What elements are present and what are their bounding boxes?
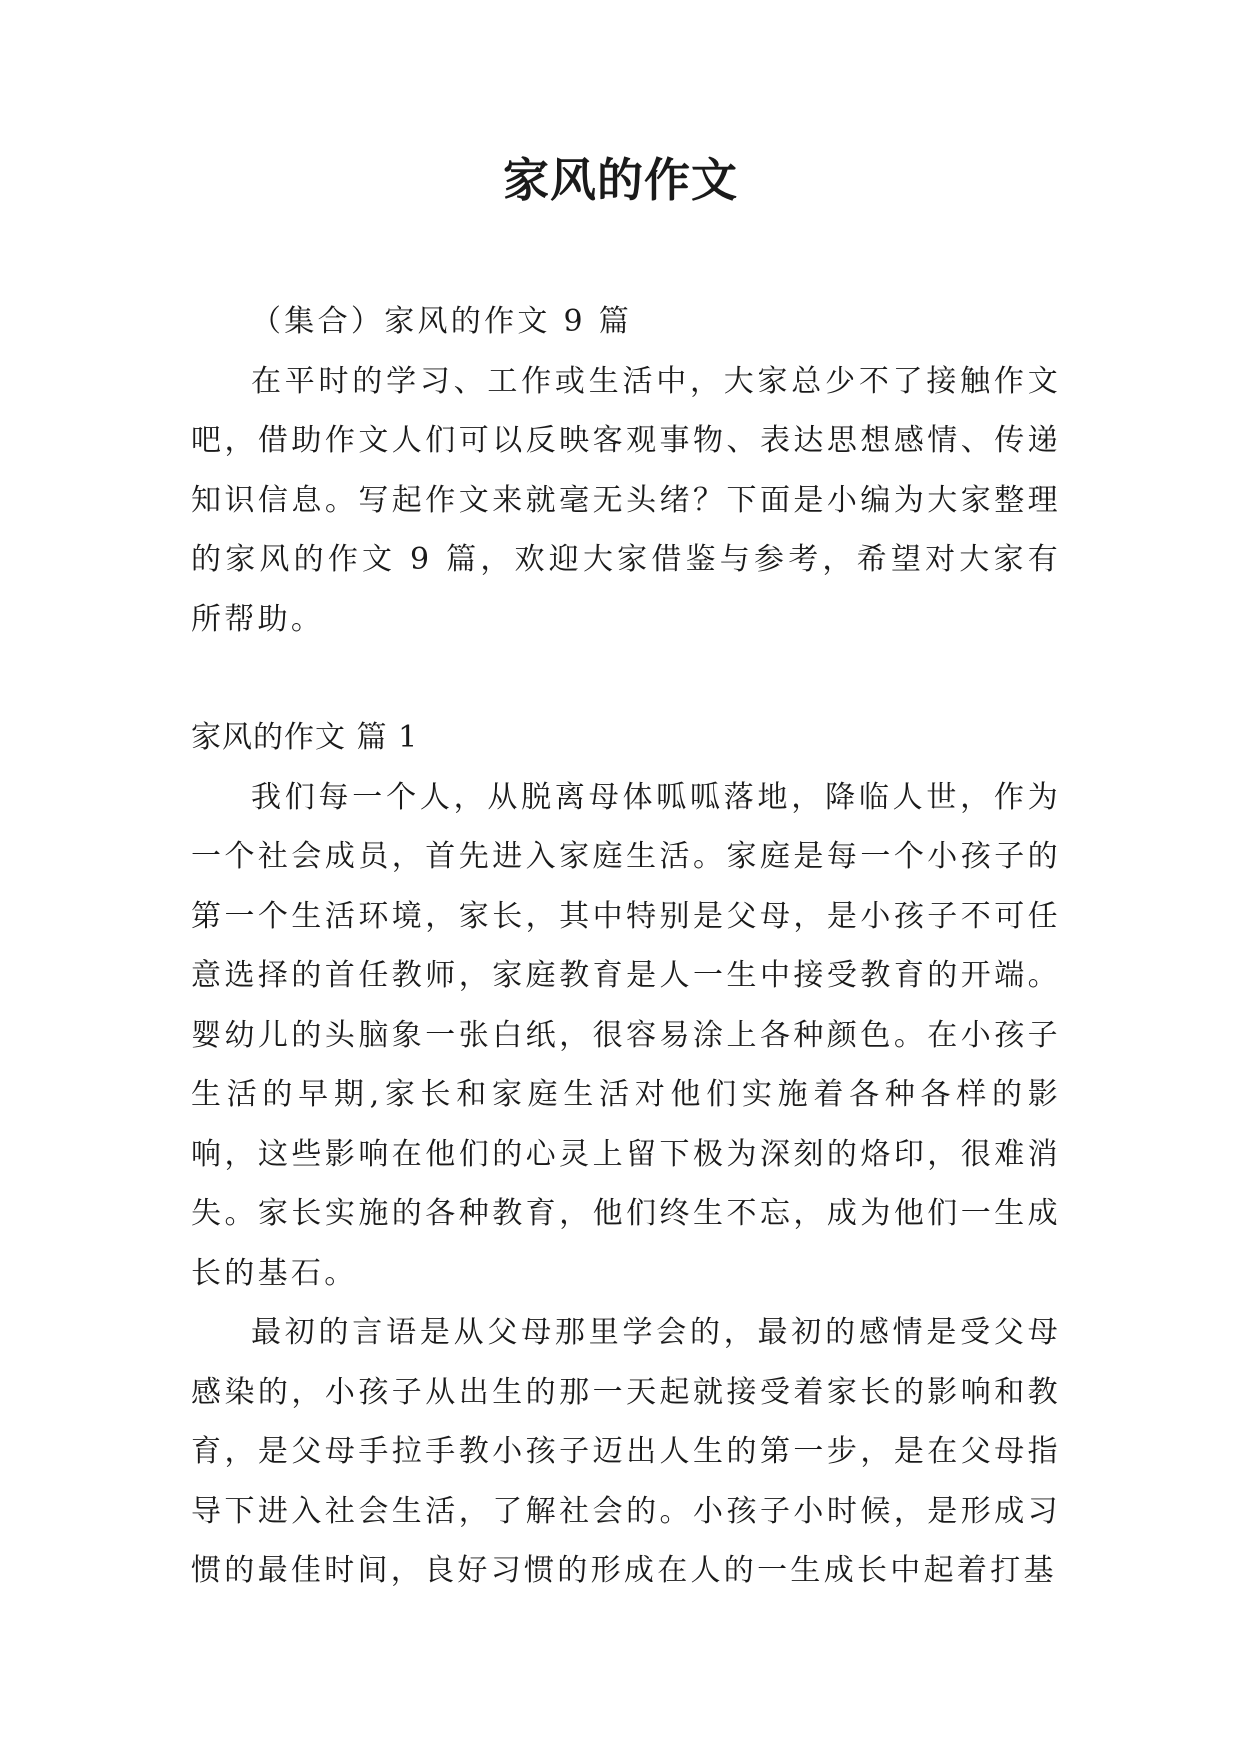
document-title: 家风的作文: [503, 153, 738, 207]
document-body: [191, 292, 1061, 1601]
body-paragraph: 我们每一个人，从脱离母体呱呱落地，降临人世，作为一个社会成员，首先进入家庭生活。家庭是每一个小孩子的第一个生活环境，家长，其中特别是父母，是小孩子不可任意选择的首任教师，家庭教育是人一生中接受教育的开端。婴幼儿的头脑象一张白纸，很容易涂上各种颜色。在小孩子生活的早期,家长和家庭生活对他们实施着各种各样的影响，这些影响在他们的心灵上留下极为深刻的烙印，很难消失。家长实施的各种教育，他们终生不忘，成为他们一生成长的基石。: [191, 779, 1061, 1291]
section-heading: 家风的作文 篇 1: [191, 720, 419, 755]
body-paragraph: 最初的言语是从父母那里学会的，最初的感情是受父母感染的，小孩子从出生的那一天起就接受着家长的影响和教育，是父母手拉手教小孩子迈出人生的第一步，是在父母指导下进入社会生活，了解社会的。小孩子小时候，是形成习惯的最佳时间，良好习惯的形成在人的一生成长中起着打基: [191, 1315, 1061, 1588]
subtitle-paragraph: （集合）家风的作文 9 篇: [251, 304, 633, 339]
intro-paragraph: 在平时的学习、工作或生活中，大家总少不了接触作文吧，借助作文人们可以反映客观事物、表达思想感情、传递知识信息。写起作文来就毫无头绪？下面是小编为大家整理的家风的作文 9 篇，欢迎大家借鉴与参考，希望对大家有所帮助。: [191, 363, 1061, 637]
